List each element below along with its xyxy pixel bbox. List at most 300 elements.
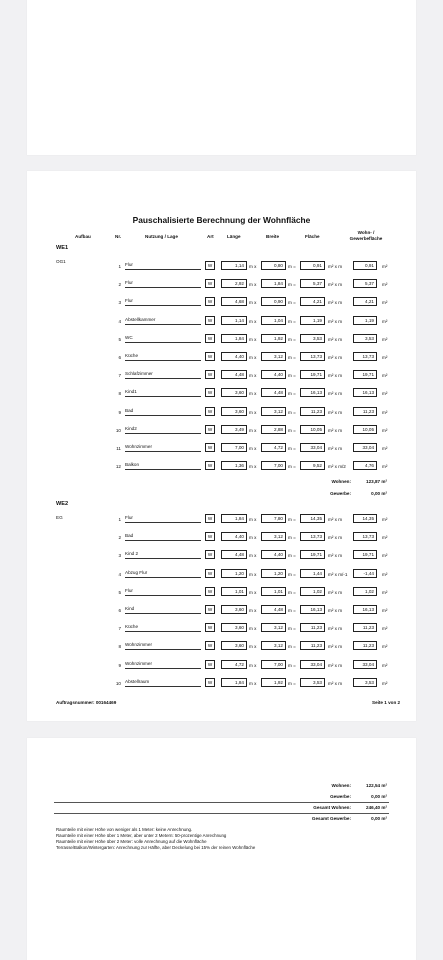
wohnflaeche-box: 1,19 bbox=[353, 316, 377, 325]
flaeche-box: 10,05 bbox=[300, 425, 325, 434]
unit-eq: m = bbox=[288, 373, 296, 379]
breite-box: 4,48 bbox=[261, 605, 286, 614]
unit-mx: m x bbox=[249, 535, 257, 541]
breite-box: 4,72 bbox=[261, 443, 286, 452]
flaeche-box: 19,71 bbox=[300, 370, 325, 379]
laenge-box: 4,48 bbox=[221, 550, 247, 559]
unit-eq: m = bbox=[288, 571, 296, 577]
art-box: W bbox=[205, 316, 215, 325]
unit-eq: m = bbox=[288, 644, 296, 650]
flaeche-box: 13,73 bbox=[300, 532, 325, 541]
breite-box: 0,80 bbox=[261, 261, 286, 270]
we1-wohnen-label: Wohnen: bbox=[331, 479, 351, 484]
art-box: W bbox=[205, 425, 215, 434]
table-row bbox=[27, 407, 416, 419]
unit-mx: m x bbox=[249, 391, 257, 397]
nutzung-field: Kind1 bbox=[125, 389, 201, 397]
laenge-box: 3,60 bbox=[221, 623, 247, 632]
flaeche-box: 11,23 bbox=[300, 623, 325, 632]
flaeche-box: 13,73 bbox=[300, 352, 325, 361]
unit-m2: m² bbox=[382, 589, 388, 595]
table-row bbox=[27, 388, 416, 400]
table-row bbox=[27, 279, 416, 291]
unit-mx: m x bbox=[249, 680, 257, 686]
flaeche-box: 1,02 bbox=[300, 587, 325, 596]
unit-factor: m² x m bbox=[328, 391, 343, 397]
unit-eq: m = bbox=[288, 264, 296, 269]
unit-factor: m² x m bbox=[328, 409, 343, 415]
unit-m2: m² bbox=[382, 391, 388, 397]
header-nr: Nr. bbox=[115, 234, 122, 239]
note-line: Raumteile mit einer Höhe über 1 Meter, aber unter 2 Metern: 50-prozentige Anrechnung bbox=[56, 833, 227, 838]
flaeche-box: 1,44 bbox=[300, 569, 325, 578]
unit-eq: m = bbox=[288, 464, 296, 470]
unit-mx: m x bbox=[249, 300, 257, 306]
nutzung-field: Küche bbox=[125, 624, 201, 632]
nutzung-field: Bad bbox=[125, 408, 201, 416]
nutzung-field: Wohnzimmer bbox=[125, 444, 201, 452]
unit-factor: m² x m bbox=[328, 680, 343, 686]
unit-eq: m = bbox=[288, 626, 296, 632]
nutzung-field: Küche bbox=[125, 353, 201, 361]
unit-eq: m = bbox=[288, 300, 296, 306]
art-box: W bbox=[205, 370, 215, 379]
unit-factor: m² x m bbox=[328, 264, 343, 269]
art-box: W bbox=[205, 587, 215, 596]
table-row bbox=[27, 641, 416, 653]
unit-m2: m² bbox=[382, 662, 388, 668]
row-number: 9 bbox=[118, 409, 121, 415]
wohnflaeche-box: 3,53 bbox=[353, 678, 377, 687]
table-row bbox=[27, 569, 416, 581]
art-box: W bbox=[205, 569, 215, 578]
laenge-box: 4,68 bbox=[221, 297, 247, 306]
art-box: W bbox=[205, 334, 215, 343]
unit-m2: m² bbox=[382, 373, 388, 379]
header-aufbau: Aufbau bbox=[75, 234, 91, 239]
wohnflaeche-box: 3,53 bbox=[353, 334, 377, 343]
unit-factor: m² x m bbox=[328, 626, 343, 632]
breite-box: 3,12 bbox=[261, 641, 286, 650]
flaeche-box: 16,13 bbox=[300, 605, 325, 614]
wohnflaeche-box: 10,05 bbox=[353, 425, 377, 434]
previous-page bbox=[27, 0, 416, 155]
wohnflaeche-box: 4,76 bbox=[353, 461, 377, 470]
summary-label: Gewerbe: bbox=[330, 794, 351, 799]
breite-box: 7,80 bbox=[261, 514, 286, 523]
summary-value: 122,54 m² bbox=[366, 783, 387, 788]
unit-mx: m x bbox=[249, 427, 257, 433]
nutzung-field: Wohnzimmer bbox=[125, 661, 201, 669]
unit-eq: m = bbox=[288, 589, 296, 595]
unit-mx: m x bbox=[249, 644, 257, 650]
laenge-box: 1,01 bbox=[221, 587, 247, 596]
header-breite: Breite bbox=[266, 234, 280, 239]
flaeche-box: 33,04 bbox=[300, 660, 325, 669]
unit-m2: m² bbox=[382, 680, 388, 686]
wohnflaeche-box: 1,02 bbox=[353, 587, 377, 596]
nutzung-field: Abzug Flur bbox=[125, 570, 201, 578]
unit-factor: m² x m bbox=[328, 300, 343, 306]
nutzung-field: Kind 2 bbox=[125, 551, 201, 559]
unit-mx: m x bbox=[249, 318, 257, 324]
art-box: W bbox=[205, 388, 215, 397]
wohnflaeche-box: 16,13 bbox=[353, 388, 377, 397]
nutzung-field: Schlafzimmer bbox=[125, 371, 201, 379]
breite-box: 3,12 bbox=[261, 352, 286, 361]
unit-factor: m² x m bbox=[328, 517, 343, 522]
table-row bbox=[27, 352, 416, 364]
row-number: 12 bbox=[115, 464, 121, 470]
unit-m2: m² bbox=[382, 409, 388, 415]
wohnflaeche-box: 16,13 bbox=[353, 605, 377, 614]
wohnflaeche-box: 4,21 bbox=[353, 297, 377, 306]
flaeche-box: 11,23 bbox=[300, 407, 325, 416]
unit-mx: m x bbox=[249, 517, 257, 522]
wohnflaeche-box: 13,73 bbox=[353, 352, 377, 361]
unit-factor: m² x m bbox=[328, 427, 343, 433]
art-box: W bbox=[205, 641, 215, 650]
wohnflaeche-box: 33,04 bbox=[353, 443, 377, 452]
summary-divider bbox=[54, 802, 389, 803]
we1-wohnen-value: 123,87 m² bbox=[366, 479, 387, 484]
unit-eq: m = bbox=[288, 535, 296, 541]
unit-m2: m² bbox=[382, 264, 388, 269]
header-wohn-1: Wohn- / bbox=[357, 230, 375, 235]
row-number: 9 bbox=[118, 662, 121, 668]
laenge-box: 4,40 bbox=[221, 352, 247, 361]
unit-mx: m x bbox=[249, 571, 257, 577]
unit-m2: m² bbox=[382, 355, 388, 360]
row-number: 7 bbox=[118, 626, 121, 632]
table-row bbox=[27, 443, 416, 455]
unit-eq: m = bbox=[288, 355, 296, 360]
unit-mx: m x bbox=[249, 355, 257, 360]
unit-factor: m² x m bbox=[328, 373, 343, 379]
summary-wohnen bbox=[27, 783, 416, 793]
unit-eq: m = bbox=[288, 427, 296, 433]
row-number: 8 bbox=[118, 391, 121, 397]
table-row bbox=[27, 316, 416, 328]
flaeche-box: 4,21 bbox=[300, 297, 325, 306]
art-box: W bbox=[205, 550, 215, 559]
wohnflaeche-box: -1,44 bbox=[353, 569, 377, 578]
unit-eq: m = bbox=[288, 409, 296, 415]
summary-label: Gesamt Wohnen: bbox=[313, 805, 351, 810]
table-row bbox=[27, 550, 416, 562]
unit-m2: m² bbox=[382, 644, 388, 650]
unit-eq: m = bbox=[288, 446, 296, 451]
laenge-box: 3,60 bbox=[221, 388, 247, 397]
order-number: Auftragsnummer: 00164469 bbox=[56, 700, 117, 705]
note-line: Terrasse/Balkon/Wintergarten: Anrechnung zur Hälfte, aber Deckelung bei 15% der reinen Wohnfläche bbox=[56, 845, 256, 850]
unit-eq: m = bbox=[288, 318, 296, 324]
art-box: W bbox=[205, 605, 215, 614]
unit-factor: m² x m bbox=[328, 644, 343, 650]
flaeche-box: 0,91 bbox=[300, 261, 325, 270]
unit-m2: m² bbox=[382, 626, 388, 632]
table-row bbox=[27, 678, 416, 690]
laenge-box: 1,20 bbox=[221, 569, 247, 578]
unit-mx: m x bbox=[249, 662, 257, 668]
breite-box: 1,01 bbox=[261, 587, 286, 596]
unit-factor: m² x m bbox=[328, 553, 343, 559]
row-number: 5 bbox=[118, 336, 121, 342]
wohnflaeche-box: 5,37 bbox=[353, 279, 377, 288]
summary-value: 0,00 m² bbox=[371, 816, 387, 821]
unit-m2: m² bbox=[382, 608, 388, 613]
unit-mx: m x bbox=[249, 282, 257, 288]
row-number: 4 bbox=[118, 571, 121, 577]
nutzung-field: Wohnzimmer bbox=[125, 642, 201, 650]
unit-factor: m² x m bbox=[328, 355, 343, 360]
laenge-box: 4,40 bbox=[221, 532, 247, 541]
table-row bbox=[27, 605, 416, 617]
nutzung-field: Flur bbox=[125, 515, 201, 523]
breite-box: 1,92 bbox=[261, 334, 286, 343]
nutzung-field: Abstellraum bbox=[125, 679, 201, 687]
row-number: 2 bbox=[118, 535, 121, 541]
unit-mx: m x bbox=[249, 373, 257, 379]
table-row bbox=[27, 623, 416, 635]
unit-m2: m² bbox=[382, 282, 388, 288]
breite-box: 3,12 bbox=[261, 623, 286, 632]
nutzung-field: WC bbox=[125, 335, 201, 343]
unit-m2: m² bbox=[382, 535, 388, 541]
laenge-box: 1,14 bbox=[221, 261, 247, 270]
wohnflaeche-box: 13,73 bbox=[353, 532, 377, 541]
unit-mx: m x bbox=[249, 608, 257, 613]
row-number: 3 bbox=[118, 300, 121, 306]
art-box: W bbox=[205, 443, 215, 452]
note-line: Raumteile mit einer Höhe von weniger als 1 Meter: keine Anrechnung. bbox=[56, 827, 193, 832]
unit-m2: m² bbox=[382, 553, 388, 559]
wohnflaeche-box: 11,23 bbox=[353, 623, 377, 632]
unit-mx: m x bbox=[249, 409, 257, 415]
header-nutzung: Nutzung / Lage bbox=[145, 234, 178, 239]
flaeche-box: 14,35 bbox=[300, 514, 325, 523]
laenge-box: 3,60 bbox=[221, 641, 247, 650]
art-box: W bbox=[205, 678, 215, 687]
row-number: 1 bbox=[118, 517, 121, 522]
unit-m2: m² bbox=[382, 517, 388, 522]
unit-m2: m² bbox=[382, 318, 388, 324]
breite-box: 7,00 bbox=[261, 660, 286, 669]
table-row bbox=[27, 532, 416, 544]
unit-mx: m x bbox=[249, 553, 257, 559]
row-number: 2 bbox=[118, 282, 121, 288]
wohnflaeche-box: 11,23 bbox=[353, 641, 377, 650]
summary-label: Gesamt Gewerbe: bbox=[311, 816, 351, 821]
flaeche-box: 5,37 bbox=[300, 279, 325, 288]
breite-box: 3,12 bbox=[261, 532, 286, 541]
art-box: W bbox=[205, 352, 215, 361]
unit-mx: m x bbox=[249, 626, 257, 632]
unit-factor: m² x m bbox=[328, 282, 343, 288]
laenge-box: 1,84 bbox=[221, 334, 247, 343]
laenge-box: 1,84 bbox=[221, 514, 247, 523]
row-number: 3 bbox=[118, 553, 121, 559]
wohnflaeche-box: 0,91 bbox=[353, 261, 377, 270]
summary-value: 0,00 m² bbox=[371, 794, 387, 799]
header-art: Art bbox=[207, 234, 214, 239]
laenge-box: 3,49 bbox=[221, 425, 247, 434]
row-number: 1 bbox=[118, 264, 121, 269]
nutzung-field: Flur bbox=[125, 262, 201, 270]
art-box: W bbox=[205, 514, 215, 523]
flaeche-box: 19,71 bbox=[300, 550, 325, 559]
unit-factor: m² x m bbox=[328, 608, 343, 613]
nutzung-field: Flur bbox=[125, 588, 201, 596]
document-page-1 bbox=[27, 171, 416, 721]
flaeche-box: 16,13 bbox=[300, 388, 325, 397]
row-number: 7 bbox=[118, 373, 121, 379]
nutzung-field: Kind2 bbox=[125, 426, 201, 434]
we1-gewerbe-label: Gewerbe: bbox=[330, 491, 351, 496]
unit-factor: m² x m bbox=[328, 535, 343, 541]
laenge-box: 2,92 bbox=[221, 279, 247, 288]
unit-eq: m = bbox=[288, 282, 296, 288]
flaeche-box: 3,53 bbox=[300, 334, 325, 343]
table-row bbox=[27, 261, 416, 273]
note-line: Raumteile mit einer Höhe über 2 Meter: volle Anrechnung auf die Wohnfläche bbox=[56, 839, 207, 844]
breite-box: 4,48 bbox=[261, 388, 286, 397]
unit-eq: m = bbox=[288, 336, 296, 342]
flaeche-box: 9,52 bbox=[300, 461, 325, 470]
nutzung-field: Kind bbox=[125, 606, 201, 614]
nutzung-field: Abstellkammer bbox=[125, 317, 201, 325]
breite-box: 7,00 bbox=[261, 461, 286, 470]
table-row bbox=[27, 425, 416, 437]
table-row bbox=[27, 587, 416, 599]
breite-box: 1,84 bbox=[261, 279, 286, 288]
laenge-box: 1,36 bbox=[221, 461, 247, 470]
we1-gewerbe-value: 0,00 m² bbox=[371, 491, 387, 496]
row-number: 8 bbox=[118, 644, 121, 650]
unit-m2: m² bbox=[382, 571, 388, 577]
wohnflaeche-box: 19,71 bbox=[353, 370, 377, 379]
summary-value: 246,40 m² bbox=[366, 805, 387, 810]
header-wohn-2: Gewerbefläche bbox=[349, 236, 383, 241]
unit-eq: m = bbox=[288, 662, 296, 668]
art-box: W bbox=[205, 461, 215, 470]
unit-factor: m² x m bbox=[328, 446, 343, 451]
unit-mx: m x bbox=[249, 336, 257, 342]
table-row bbox=[27, 297, 416, 309]
unit-m2: m² bbox=[382, 446, 388, 451]
nutzung-field: Balkon bbox=[125, 462, 201, 470]
nutzung-field: Bad bbox=[125, 533, 201, 541]
wohnflaeche-box: 19,71 bbox=[353, 550, 377, 559]
unit-eq: m = bbox=[288, 517, 296, 522]
row-number: 4 bbox=[118, 318, 121, 324]
wohnflaeche-box: 11,23 bbox=[353, 407, 377, 416]
unit-eq: m = bbox=[288, 391, 296, 397]
unit-mx: m x bbox=[249, 446, 257, 451]
table-row bbox=[27, 370, 416, 382]
page-number: Seite 1 von 2 bbox=[372, 700, 401, 705]
breite-box: 4,40 bbox=[261, 370, 286, 379]
art-box: W bbox=[205, 532, 215, 541]
laenge-box: 4,72 bbox=[221, 660, 247, 669]
flaeche-box: 3,53 bbox=[300, 678, 325, 687]
breite-box: 2,88 bbox=[261, 425, 286, 434]
art-box: W bbox=[205, 660, 215, 669]
summary-gesamt-gewerbe bbox=[27, 816, 416, 826]
art-box: W bbox=[205, 407, 215, 416]
document-page-2 bbox=[27, 738, 416, 960]
header-flaeche: Fläche bbox=[305, 234, 320, 239]
laenge-box: 3,60 bbox=[221, 407, 247, 416]
flaeche-box: 1,19 bbox=[300, 316, 325, 325]
unit-m2: m² bbox=[382, 300, 388, 306]
we1-floor: OG1 bbox=[56, 259, 66, 264]
unit-eq: m = bbox=[288, 553, 296, 559]
unit-mx: m x bbox=[249, 464, 257, 470]
table-row bbox=[27, 461, 416, 473]
unit-factor: m² x m bbox=[328, 336, 343, 342]
laenge-box: 1,14 bbox=[221, 316, 247, 325]
breite-box: 0,90 bbox=[261, 297, 286, 306]
summary-label: Wohnen: bbox=[331, 783, 351, 788]
row-number: 10 bbox=[115, 427, 121, 433]
art-box: W bbox=[205, 623, 215, 632]
row-number: 5 bbox=[118, 589, 121, 595]
document-title: Pauschalisierte Berechnung der Wohnfläche bbox=[132, 215, 311, 225]
we2-label: WE2 bbox=[56, 501, 69, 507]
unit-factor: m² x m bbox=[328, 318, 343, 324]
art-box: W bbox=[205, 261, 215, 270]
laenge-box: 4,48 bbox=[221, 370, 247, 379]
unit-factor: m² x m/-1 bbox=[328, 571, 348, 577]
breite-box: 1,04 bbox=[261, 316, 286, 325]
unit-mx: m x bbox=[249, 264, 257, 269]
we2-floor: EG bbox=[56, 515, 63, 520]
unit-factor: m² x m bbox=[328, 589, 343, 595]
unit-m2: m² bbox=[382, 464, 388, 470]
unit-eq: m = bbox=[288, 608, 296, 613]
row-number: 6 bbox=[118, 355, 121, 360]
header-laenge: Länge bbox=[227, 234, 241, 239]
flaeche-box: 33,04 bbox=[300, 443, 325, 452]
breite-box: 1,92 bbox=[261, 678, 286, 687]
wohnflaeche-box: 33,04 bbox=[353, 660, 377, 669]
nutzung-field: Flur bbox=[125, 280, 201, 288]
unit-mx: m x bbox=[249, 589, 257, 595]
art-box: W bbox=[205, 279, 215, 288]
table-row bbox=[27, 514, 416, 526]
unit-factor: m² x m bbox=[328, 662, 343, 668]
nutzung-field: Flur bbox=[125, 298, 201, 306]
laenge-box: 7,00 bbox=[221, 443, 247, 452]
unit-eq: m = bbox=[288, 680, 296, 686]
breite-box: 3,12 bbox=[261, 407, 286, 416]
laenge-box: 1,84 bbox=[221, 678, 247, 687]
unit-factor: m² x m/2 bbox=[328, 464, 346, 470]
row-number: 10 bbox=[115, 680, 121, 686]
wohnflaeche-box: 14,35 bbox=[353, 514, 377, 523]
we1-label: WE1 bbox=[56, 245, 69, 251]
laenge-box: 3,60 bbox=[221, 605, 247, 614]
row-number: 11 bbox=[116, 446, 121, 451]
table-row bbox=[27, 660, 416, 672]
table-row bbox=[27, 334, 416, 346]
breite-box: 4,40 bbox=[261, 550, 286, 559]
unit-m2: m² bbox=[382, 427, 388, 433]
row-number: 6 bbox=[118, 608, 121, 613]
flaeche-box: 11,23 bbox=[300, 641, 325, 650]
art-box: W bbox=[205, 297, 215, 306]
